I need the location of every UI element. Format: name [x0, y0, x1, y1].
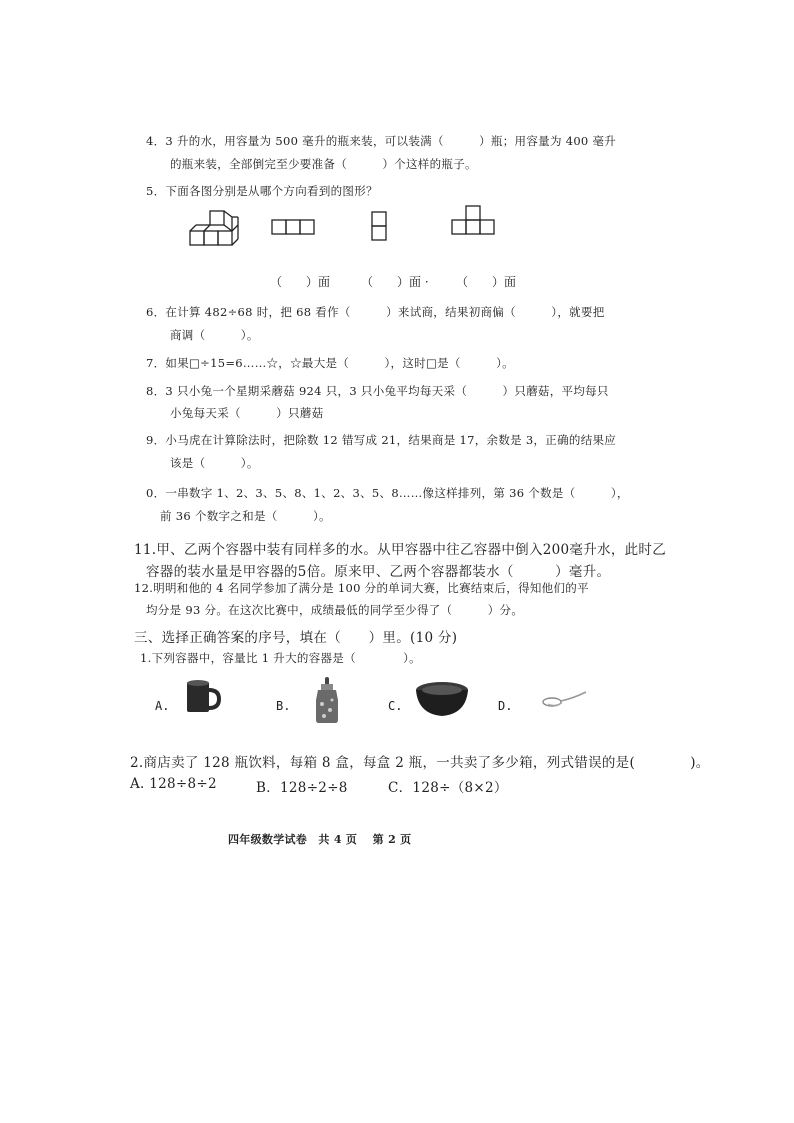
option-c-label: C. — [388, 699, 403, 713]
view-figure-front-2 — [450, 204, 500, 238]
view-figure-top — [270, 218, 318, 238]
option-b-label: B. — [276, 699, 291, 713]
option-c-expression: C．128÷（8×2） — [388, 780, 508, 796]
question-8-line-2: 小兔每天采（ ）只蘑菇 — [170, 406, 324, 420]
option-a-label: A. — [155, 699, 170, 713]
mug-icon — [183, 678, 223, 718]
page-footer: 四年级数学试卷 共 4 页 第 2 页 — [228, 833, 412, 846]
question-4-line-2: 的瓶来装，全部倒完至少要准备（ ）个这样的瓶子。 — [170, 157, 477, 171]
view-caption-2: （ ）面 · — [361, 275, 429, 289]
view-figure-front — [188, 214, 248, 254]
section-3-title: 三、选择正确答案的序号，填在（ ）里。(10 分) — [134, 630, 458, 646]
question-12-line-2: 均分是 93 分。在这次比赛中，成绩最低的同学至少得了（ ）分。 — [146, 603, 524, 617]
bowl-icon — [414, 680, 470, 720]
question-4-line-1: 4．3 升的水，用容量为 500 毫升的瓶来装，可以装满（ ）瓶；用容量为 400 毫升 — [146, 134, 617, 148]
option-b-expression: B．128÷2÷8 — [256, 780, 348, 796]
question-7-line-1: 7．如果□÷15=6……☆，☆最大是（ ），这时□是（ ）。 — [146, 356, 514, 370]
option-a-expression: A. 128÷8÷2 — [130, 776, 217, 792]
option-d-label: D. — [498, 699, 513, 713]
baby-bottle-icon — [312, 676, 342, 724]
question-6-line-2: 商调（ ）。 — [170, 328, 259, 342]
view-figure-side — [370, 210, 390, 246]
spoon-icon — [540, 690, 590, 714]
view-caption-1: （ ）面 — [270, 275, 331, 289]
question-6-line-1: 6．在计算 482÷68 时，把 68 看作（ ）来试商，结果初商偏（ ），就要把 — [146, 305, 605, 319]
question-10-line-2: 前 36 个数字之和是（ ）。 — [160, 509, 331, 523]
question-5-title: 5．下面各图分别是从哪个方向看到的图形？ — [146, 184, 378, 198]
question-8-line-1: 8．3 只小兔一个星期采蘑菇 924 只，3 只小兔平均每天采（ ）只蘑菇，平均每只 — [146, 384, 609, 398]
view-caption-3: （ ）面 — [456, 275, 517, 289]
section-3-question-1-title: 1.下列容器中，容量比 1 升大的容器是（ ）。 — [140, 651, 421, 665]
section-3-question-2-title: 2.商店卖了 128 瓶饮料，每箱 8 盒，每盒 2 瓶，一共卖了多少箱，列式错误的是( )。 — [130, 755, 710, 771]
question-11-line-2: 容器的装水量是甲容器的5倍。原来甲、乙两个容器都装水（ ）毫升。 — [146, 564, 611, 580]
question-9-line-2: 该是（ ）。 — [170, 456, 259, 470]
question-12-line-1: 12.明明和他的 4 名同学参加了满分是 100 分的单词大赛，比赛结束后，得知他们的平 — [134, 581, 589, 595]
question-11-line-1: 11.甲、乙两个容器中装有同样多的水。从甲容器中往乙容器中倒入200毫升水，此时乙 — [134, 542, 667, 558]
question-10-line-1: 0．一串数字 1、2、3、5、8、1、2、3、5、8……像这样排列，第 36 个数是（ ）， — [146, 486, 629, 500]
question-9-line-1: 9．小马虎在计算除法时，把除数 12 错写成 21，结果商是 17，余数是 3，正确的结果应 — [146, 433, 617, 447]
